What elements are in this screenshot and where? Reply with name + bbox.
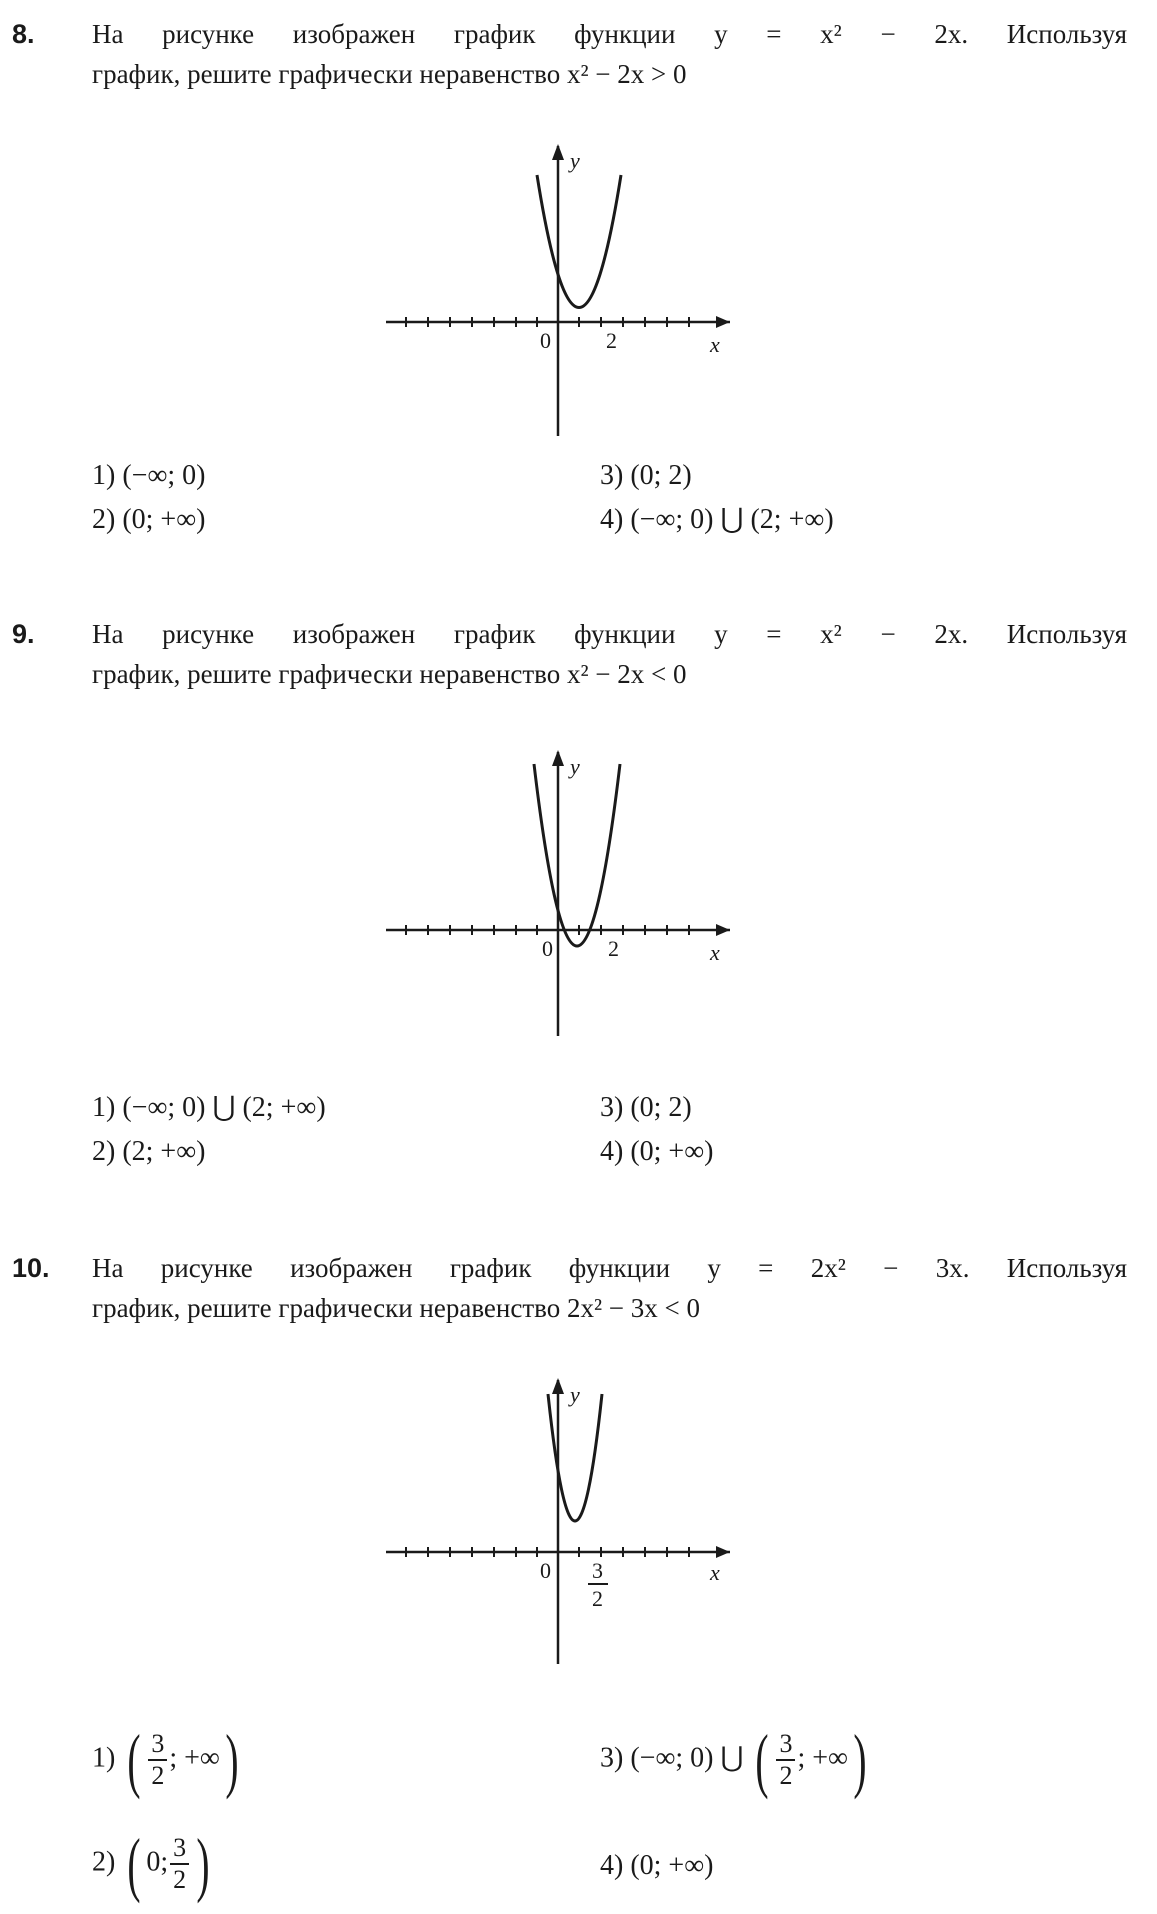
root-label: 2 xyxy=(608,936,619,961)
problem-text-line-2: график, решите графически неравенство 2x² − 3x < 0 xyxy=(92,1293,701,1323)
graph-svg xyxy=(380,746,740,1046)
graph-svg xyxy=(380,1374,740,1674)
root-label: 2 xyxy=(606,328,617,353)
x-axis-label: x xyxy=(710,332,720,357)
problem-text xyxy=(92,14,1127,94)
x-axis-arrow xyxy=(716,316,730,328)
answer-option-1[interactable] xyxy=(92,1720,244,1800)
answer-rest: ; +∞ xyxy=(797,1742,848,1774)
answer-option-1[interactable]: 1) (−∞; 0) ⋃ (2; +∞) xyxy=(92,1092,326,1123)
fraction-numerator: 3 xyxy=(776,1729,795,1761)
fraction xyxy=(170,1833,189,1895)
close-paren: ) xyxy=(853,1720,867,1800)
y-axis-label: y xyxy=(570,1382,580,1407)
answer-prefix: 3) (−∞; 0) ⋃ xyxy=(600,1742,744,1774)
fraction-numerator: 3 xyxy=(170,1833,189,1865)
parabola-curve xyxy=(548,1394,602,1521)
problem-text-line-1: На рисунке изображен график функции y = x² − 2x. Используя xyxy=(92,19,1127,49)
problem-number: 9. xyxy=(12,619,35,649)
problem-number: 8. xyxy=(12,19,35,49)
parabola-curve xyxy=(534,764,620,946)
graph-svg xyxy=(380,140,740,440)
x-axis-arrow xyxy=(716,924,730,936)
answer-option-2[interactable] xyxy=(92,1824,215,1904)
close-paren: ) xyxy=(225,1720,239,1800)
function-graph xyxy=(380,1374,740,1674)
parabola-curve xyxy=(537,175,621,308)
x-axis-arrow xyxy=(716,1546,730,1558)
x-axis-label: x xyxy=(710,940,720,965)
x-axis-label: x xyxy=(710,1560,720,1585)
fraction-denominator: 2 xyxy=(151,1761,165,1790)
problem-text-line-2: график, решите графически неравенство x² − 2x > 0 xyxy=(92,59,687,89)
open-paren: ( xyxy=(127,1720,141,1800)
problem-text xyxy=(92,614,1127,694)
answer-rest: ; +∞ xyxy=(169,1742,220,1774)
root-fraction-denominator: 2 xyxy=(592,1586,603,1611)
fraction-denominator: 2 xyxy=(173,1865,187,1894)
answer-option-3[interactable] xyxy=(600,1720,872,1800)
origin-label: 0 xyxy=(540,1558,551,1583)
origin-label: 0 xyxy=(542,936,553,961)
problem-text-line-1: На рисунке изображен график функции y = x² − 2x. Используя xyxy=(92,619,1127,649)
problem-text xyxy=(92,1248,1127,1328)
answer-option-4[interactable]: 4) (0; +∞) xyxy=(600,1850,714,1881)
y-axis-arrow xyxy=(552,144,564,160)
fraction-numerator: 3 xyxy=(148,1729,167,1761)
answer-option-2[interactable]: 2) (2; +∞) xyxy=(92,1136,206,1167)
close-paren: ) xyxy=(196,1824,210,1904)
problem-number: 10. xyxy=(12,1253,50,1283)
y-axis-label: y xyxy=(570,754,580,779)
origin-label: 0 xyxy=(540,328,551,353)
open-paren: ( xyxy=(127,1824,141,1904)
answer-prefix: 1) xyxy=(92,1742,116,1774)
answer-option-1[interactable]: 1) (−∞; 0) xyxy=(92,460,206,491)
answer-prefix: 2) xyxy=(92,1846,116,1878)
answer-option-2[interactable]: 2) (0; +∞) xyxy=(92,504,206,535)
function-graph xyxy=(380,140,740,440)
answer-option-4[interactable]: 4) (−∞; 0) ⋃ (2; +∞) xyxy=(600,504,834,535)
fraction-denominator: 2 xyxy=(779,1761,793,1790)
answer-option-4[interactable]: 4) (0; +∞) xyxy=(600,1136,714,1167)
problem-text-line-2: график, решите графически неравенство x² − 2x < 0 xyxy=(92,659,687,689)
fraction xyxy=(148,1729,167,1791)
y-axis-arrow xyxy=(552,750,564,766)
problem-text-line-1: На рисунке изображен график функции y = 2x² − 3x. Используя xyxy=(92,1253,1127,1283)
answer-option-3[interactable]: 3) (0; 2) xyxy=(600,1092,692,1123)
open-paren: ( xyxy=(755,1720,770,1800)
answer-pre: 0; xyxy=(146,1846,169,1878)
y-axis-arrow xyxy=(552,1378,564,1394)
root-fraction-numerator: 3 xyxy=(592,1558,603,1583)
y-axis-label: y xyxy=(570,148,580,173)
fraction xyxy=(776,1729,795,1791)
answer-option-3[interactable]: 3) (0; 2) xyxy=(600,460,692,491)
function-graph xyxy=(380,746,740,1046)
